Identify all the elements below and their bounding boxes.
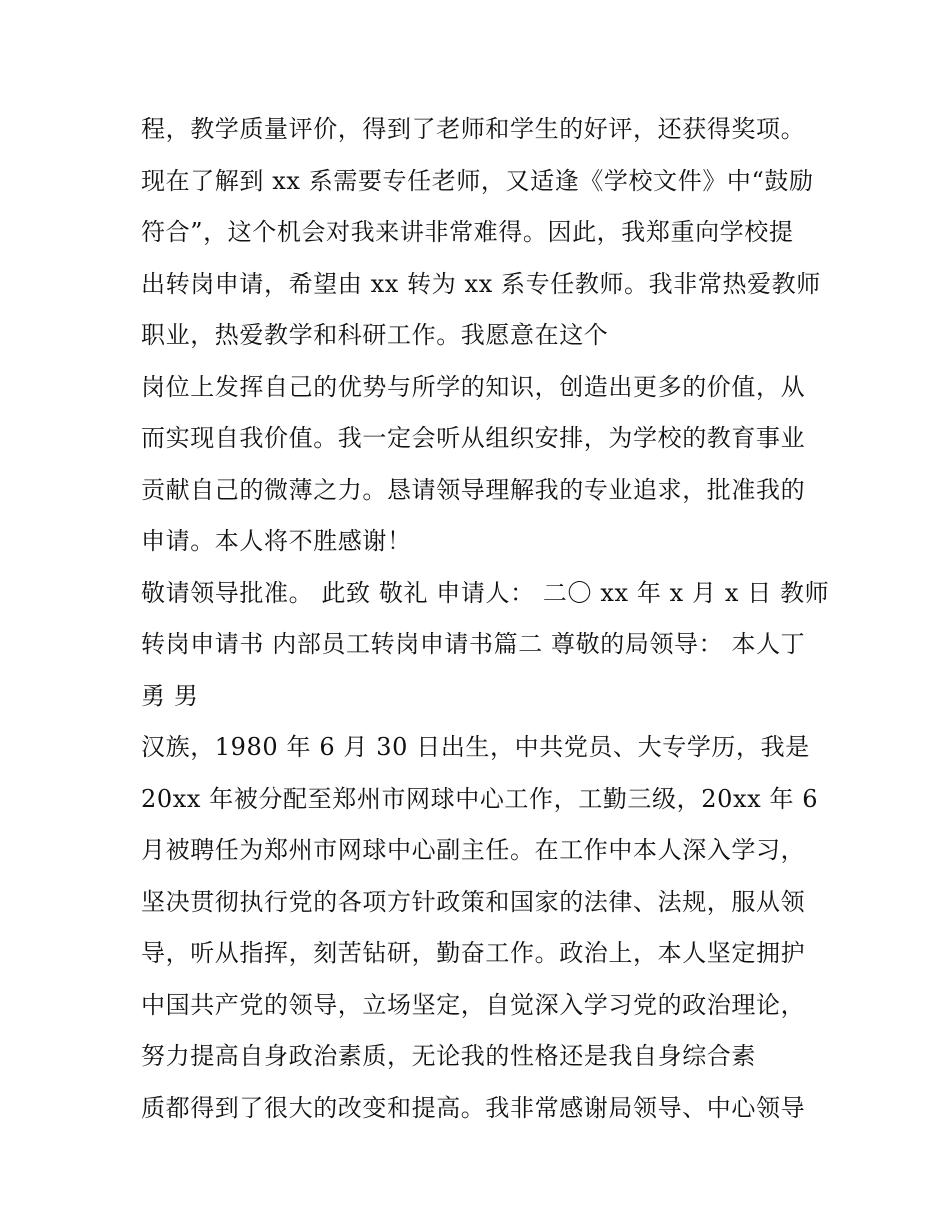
text-line: 月被聘任为郑州市网球中心副主任。在工作中本人深入学习， xyxy=(141,836,806,864)
text-line: 出转岗申请，希望由 xx 转为 xx 系专任教师。我非常热爱教师 xyxy=(141,269,821,298)
text-line: 汉族，1980 年 6 月 30 日出生，中共党员、大专学历，我是 xyxy=(141,733,810,761)
text-line: 中国共产党的领导，立场坚定，自觉深入学习党的政治理论， xyxy=(141,990,806,1019)
text-line: 贡献自己的微薄之力。恳请领导理解我的专业追求，批准我的 xyxy=(141,475,806,504)
text-line: 程，教学质量评价，得到了老师和学生的好评，还获得奖项。 xyxy=(141,115,806,143)
text-line: 岗位上发挥自己的优势与所学的知识，创造出更多的价值，从 xyxy=(141,372,806,401)
text-line: 现在了解到 xx 系需要专任老师，又适逢《学校文件》中“鼓励 xyxy=(141,166,814,195)
text-line: 符合”，这个机会对我来讲非常难得。因此，我郑重向学校提 xyxy=(141,218,794,246)
text-line: 导，听从指挥，刻苦钻研，勤奋工作。政治上，本人坚定拥护 xyxy=(141,939,806,967)
text-line: 敬请领导批准。 此致 敬礼 申请人： 二〇 xx 年 x 月 x 日 教师 xyxy=(141,578,830,607)
text-line: 申请。本人将不胜感谢！ xyxy=(141,527,412,555)
text-line: 坚决贯彻执行党的各项方针政策和国家的法律、法规，服从领 xyxy=(141,887,806,916)
text-line: 质都得到了很大的改变和提高。我非常感谢局领导、中心领导 xyxy=(141,1093,806,1122)
text-line: 努力提高自身政治素质，无论我的性格还是我自身综合素 xyxy=(141,1042,756,1070)
body-text xyxy=(141,104,831,1134)
text-line: 职业，热爱教学和科研工作。我愿意在这个 xyxy=(141,321,609,349)
text-line: 转岗申请书 内部员工转岗申请书篇二 尊敬的局领导： 本人丁 xyxy=(141,630,806,658)
text-line: 20xx 年被分配至郑州市网球中心工作，工勤三级，20xx 年 6 xyxy=(141,784,819,813)
text-line: 勇 男 xyxy=(141,681,199,710)
text-line: 而实现自我价值。我一定会听从组织安排，为学校的教育事业 xyxy=(141,424,806,452)
